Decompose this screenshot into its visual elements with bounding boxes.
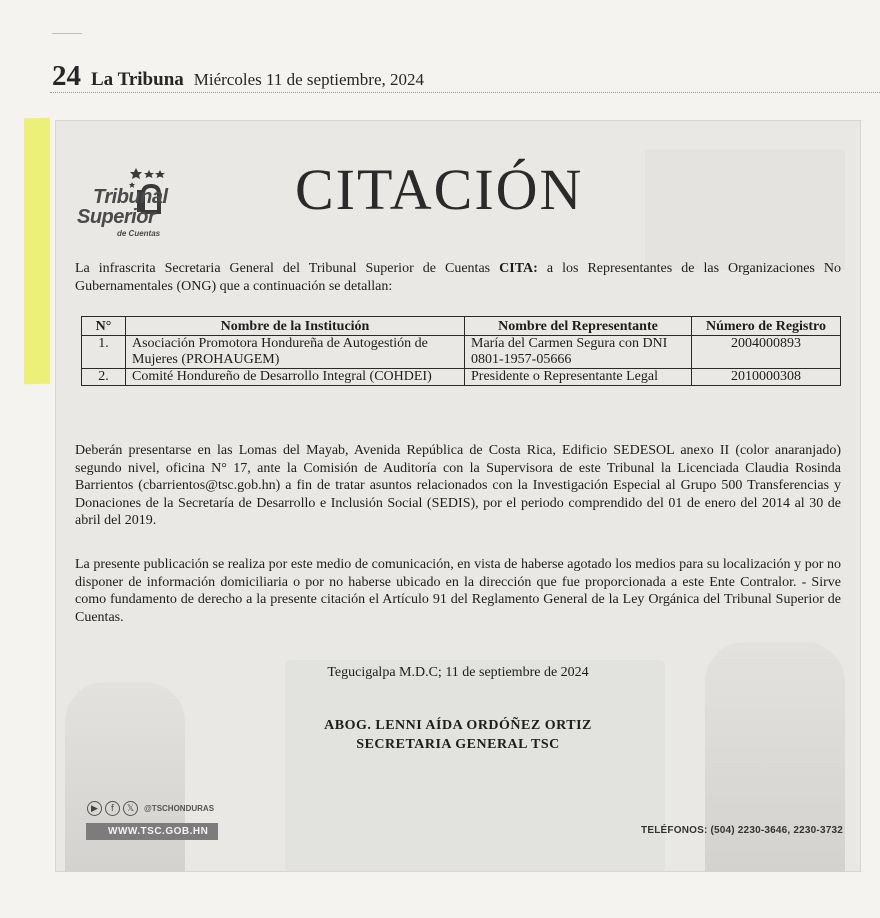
column-header-registry: Número de Registro <box>692 317 841 336</box>
column-header-representative: Nombre del Representante <box>465 317 692 336</box>
signature-block <box>55 716 861 754</box>
intro-text-start: La infrascrita Secretaria General del Tribunal Superior de Cuentas <box>75 261 500 276</box>
cell-number: 1. <box>82 336 126 369</box>
table-row <box>82 369 841 386</box>
cell-number: 2. <box>82 369 126 386</box>
place-date: Tegucigalpa M.D.C; 11 de septiembre de 2024 <box>327 665 589 680</box>
table-row <box>82 336 841 369</box>
highlighter-mark <box>24 118 50 384</box>
column-header-institution: Nombre de la Institución <box>126 317 465 336</box>
facebook-icon: f <box>105 801 120 816</box>
youtube-icon: ▶ <box>87 801 102 816</box>
page-number: 24 <box>52 60 81 92</box>
background-column <box>65 682 185 872</box>
column-header-number: N° <box>82 317 126 336</box>
header-divider <box>50 92 880 93</box>
background-building <box>285 660 665 872</box>
cell-institution: Asociación Promotora Hondureña de Autogestión de Mujeres (PROHAUGEM) <box>126 336 465 369</box>
table-header-row <box>82 317 841 336</box>
ong-table <box>81 316 841 386</box>
phone-numbers: TELÉFONOS: (504) 2230-3646, 2230-3732 <box>641 825 843 836</box>
social-links <box>87 801 214 816</box>
signatory-name: ABOG. LENNI AÍDA ORDÓÑEZ ORTIZ <box>324 718 592 733</box>
cell-registry: 2004000893 <box>692 336 841 369</box>
signatory-role: SECRETARIA GENERAL TSC <box>356 737 560 752</box>
logo-line3: de Cuentas <box>117 229 161 238</box>
logo-line2: Superior <box>77 206 156 228</box>
intro-keyword: CITA: <box>499 261 538 276</box>
cell-registry: 2010000308 <box>692 369 841 386</box>
newspaper-header <box>52 60 424 93</box>
newspaper-date: Miércoles 11 de septiembre, 2024 <box>193 70 424 89</box>
top-rule <box>52 33 82 34</box>
website-label: WWW.TSC.GOB.HN <box>86 823 218 840</box>
intro-text-end: a los Representantes de las Organizaciones No Gubernamentales (ONG) que a continuación se detallan: <box>75 261 841 294</box>
notice-title: CITACIÓN <box>295 157 584 222</box>
x-icon: 𝕏 <box>123 801 138 816</box>
intro-paragraph <box>75 260 841 295</box>
social-handle: @TSCHONDURAS <box>144 804 215 813</box>
cell-representative: Presidente o Representante Legal <box>465 369 692 386</box>
cell-institution: Comité Hondureño de Desarrollo Integral (COHDEI) <box>126 369 465 386</box>
instructions-paragraph: Deberán presentarse en las Lomas del Mayab, Avenida República de Costa Rica, Edificio SEDESOL anexo II (color anaranjado) segundo nivel, oficina N° 17, ante la Comisión de Auditoría con la Supervisora de este Tribunal la Licenciada Claudia Rosinda Barrientos (cbarrientos@tsc.gob.hn) a fin de tratar asuntos relacionados con la Investigación Especial al Grupo 500 Transferencias y Donaciones de la Secretaría de Desarrollo e Inclusión Social (SEDIS), por el periodo comprendido del 01 de enero del 2014 al 30 de abril del 2019. <box>75 443 841 528</box>
background-watermark <box>645 150 845 270</box>
newspaper-name: La Tribuna <box>91 69 184 90</box>
logo-line1: Tribunal <box>93 186 168 208</box>
publication-paragraph: La presente publicación se realiza por este medio de comunicación, en vista de haberse agotado los medios para su localización y por no disponer de información domiciliaria o por no haberse ubicado en la dirección que fue proporcionada a este Ente Contralor. - Sirve como fundamento de derecho a la presente citación el Artículo 91 del Reglamento General de la Ley Orgánica del Tribunal Superior de Cuentas. <box>75 557 841 625</box>
cell-representative: María del Carmen Segura con DNI 0801-1957-05666 <box>465 336 692 369</box>
citation-notice <box>55 120 861 872</box>
